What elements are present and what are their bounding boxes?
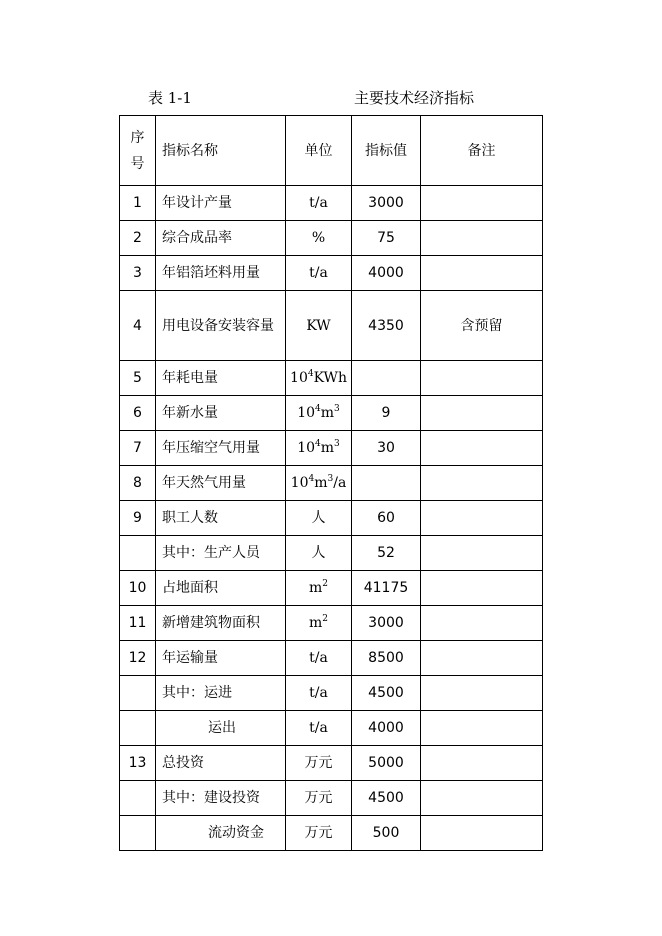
unit-exponent: 4	[307, 369, 314, 379]
row-value: 500	[352, 816, 421, 851]
row-value: 9	[352, 396, 421, 431]
row-name: 其中：运进	[156, 676, 286, 711]
header-seq-line2: 号	[130, 155, 145, 172]
unit-base: 10	[290, 475, 309, 491]
row-unit	[286, 431, 352, 466]
table-row	[120, 816, 543, 851]
unit-exponent: 4	[308, 474, 315, 484]
row-value: 4000	[352, 256, 421, 291]
row-name: 运出	[156, 711, 286, 746]
unit-exponent: 4	[315, 439, 321, 449]
row-seq: 11	[120, 606, 156, 641]
row-name: 年运输量	[156, 641, 286, 676]
row-unit	[286, 606, 352, 641]
table-number-label: 表 1-1	[148, 89, 192, 107]
table-row	[120, 536, 543, 571]
row-seq: 2	[120, 221, 156, 256]
row-name: 其中：建设投资	[156, 781, 286, 816]
row-seq: 10	[120, 571, 156, 606]
table-row	[120, 571, 543, 606]
row-note	[421, 746, 543, 781]
row-unit: 万元	[286, 781, 352, 816]
row-seq: 9	[120, 501, 156, 536]
unit-exponent: 3	[327, 474, 334, 484]
row-seq	[120, 711, 156, 746]
row-note	[421, 816, 543, 851]
row-value: 4500	[352, 781, 421, 816]
row-seq: 12	[120, 641, 156, 676]
row-seq: 3	[120, 256, 156, 291]
table-row	[120, 186, 543, 221]
row-unit: t/a	[286, 676, 352, 711]
row-name: 年铝箔坯料用量	[156, 256, 286, 291]
row-note	[421, 641, 543, 676]
row-unit	[286, 361, 352, 396]
row-name: 综合成品率	[156, 221, 286, 256]
row-note	[421, 781, 543, 816]
table-row	[120, 606, 543, 641]
row-name: 用电设备安装容量	[156, 291, 286, 361]
unit-mid: m	[314, 475, 328, 491]
table-row	[120, 466, 543, 501]
row-value: 52	[352, 536, 421, 571]
table-row	[120, 431, 543, 466]
row-unit: t/a	[286, 711, 352, 746]
row-name: 年天然气用量	[156, 466, 286, 501]
row-unit: t/a	[286, 256, 352, 291]
unit-tail: KWh	[313, 370, 347, 386]
table-row	[120, 396, 543, 431]
row-value: 75	[352, 221, 421, 256]
row-note	[421, 606, 543, 641]
table-row	[120, 361, 543, 396]
table-row	[120, 501, 543, 536]
row-note	[421, 501, 543, 536]
row-unit	[286, 396, 352, 431]
row-unit	[286, 571, 352, 606]
table-row	[120, 746, 543, 781]
row-unit: 万元	[286, 746, 352, 781]
unit-base: 10	[297, 405, 316, 421]
row-unit: t/a	[286, 186, 352, 221]
row-note	[421, 431, 543, 466]
unit-exponent: 3	[334, 404, 340, 414]
row-name: 占地面积	[156, 571, 286, 606]
row-note	[421, 396, 543, 431]
row-value: 41175	[352, 571, 421, 606]
row-seq	[120, 816, 156, 851]
table-row	[120, 781, 543, 816]
row-seq: 6	[120, 396, 156, 431]
row-value: 8500	[352, 641, 421, 676]
row-seq	[120, 781, 156, 816]
table-row	[120, 291, 543, 361]
table-title: 主要技术经济指标	[354, 89, 475, 107]
table-row	[120, 256, 543, 291]
row-note	[421, 676, 543, 711]
row-name: 流动资金	[156, 816, 286, 851]
header-value: 指标值	[352, 116, 421, 186]
row-name: 其中：生产人员	[156, 536, 286, 571]
header-row	[120, 116, 543, 186]
row-seq: 4	[120, 291, 156, 361]
table-row	[120, 711, 543, 746]
row-value: 30	[352, 431, 421, 466]
row-note	[421, 571, 543, 606]
unit-exponent: 3	[334, 439, 340, 449]
row-name: 总投资	[156, 746, 286, 781]
unit-base: 10	[290, 370, 308, 386]
row-unit: 人	[286, 536, 352, 571]
row-note	[421, 186, 543, 221]
unit-base: 10	[297, 440, 316, 456]
unit-exponent: 2	[322, 579, 328, 589]
row-value: 4000	[352, 711, 421, 746]
indicators-table	[119, 115, 543, 851]
row-note	[421, 536, 543, 571]
row-unit: t/a	[286, 641, 352, 676]
row-value: 5000	[352, 746, 421, 781]
row-seq	[120, 676, 156, 711]
header-note: 备注	[421, 116, 543, 186]
header-unit: 单位	[286, 116, 352, 186]
row-note	[421, 221, 543, 256]
row-unit: 人	[286, 501, 352, 536]
header-name: 指标名称	[156, 116, 286, 186]
row-name: 年压缩空气用量	[156, 431, 286, 466]
unit-mid: m	[308, 615, 323, 631]
row-unit: 万元	[286, 816, 352, 851]
row-unit: KW	[286, 291, 352, 361]
row-seq: 7	[120, 431, 156, 466]
row-name: 年设计产量	[156, 186, 286, 221]
row-name: 职工人数	[156, 501, 286, 536]
row-value: 60	[352, 501, 421, 536]
unit-exponent: 2	[322, 614, 328, 624]
row-unit	[286, 466, 352, 501]
row-value	[352, 361, 421, 396]
row-seq	[120, 536, 156, 571]
row-seq: 8	[120, 466, 156, 501]
row-note	[421, 256, 543, 291]
unit-tail: /a	[333, 475, 347, 491]
row-seq: 5	[120, 361, 156, 396]
row-value: 4350	[352, 291, 421, 361]
row-note	[421, 711, 543, 746]
header-seq	[120, 116, 156, 186]
unit-mid: m	[308, 580, 323, 596]
unit-exponent: 4	[315, 404, 321, 414]
row-note	[421, 361, 543, 396]
row-name: 新增建筑物面积	[156, 606, 286, 641]
table-row	[120, 221, 543, 256]
unit-mid: m	[320, 405, 335, 421]
row-value: 3000	[352, 186, 421, 221]
row-name: 年耗电量	[156, 361, 286, 396]
row-value: 4500	[352, 676, 421, 711]
header-seq-line1: 序	[130, 129, 145, 146]
row-seq: 13	[120, 746, 156, 781]
row-unit: %	[286, 221, 352, 256]
row-seq: 1	[120, 186, 156, 221]
row-name: 年新水量	[156, 396, 286, 431]
unit-mid: m	[320, 440, 335, 456]
row-value	[352, 466, 421, 501]
row-note	[421, 466, 543, 501]
table-row	[120, 641, 543, 676]
table-row	[120, 676, 543, 711]
row-note: 含预留	[421, 291, 543, 361]
row-value: 3000	[352, 606, 421, 641]
